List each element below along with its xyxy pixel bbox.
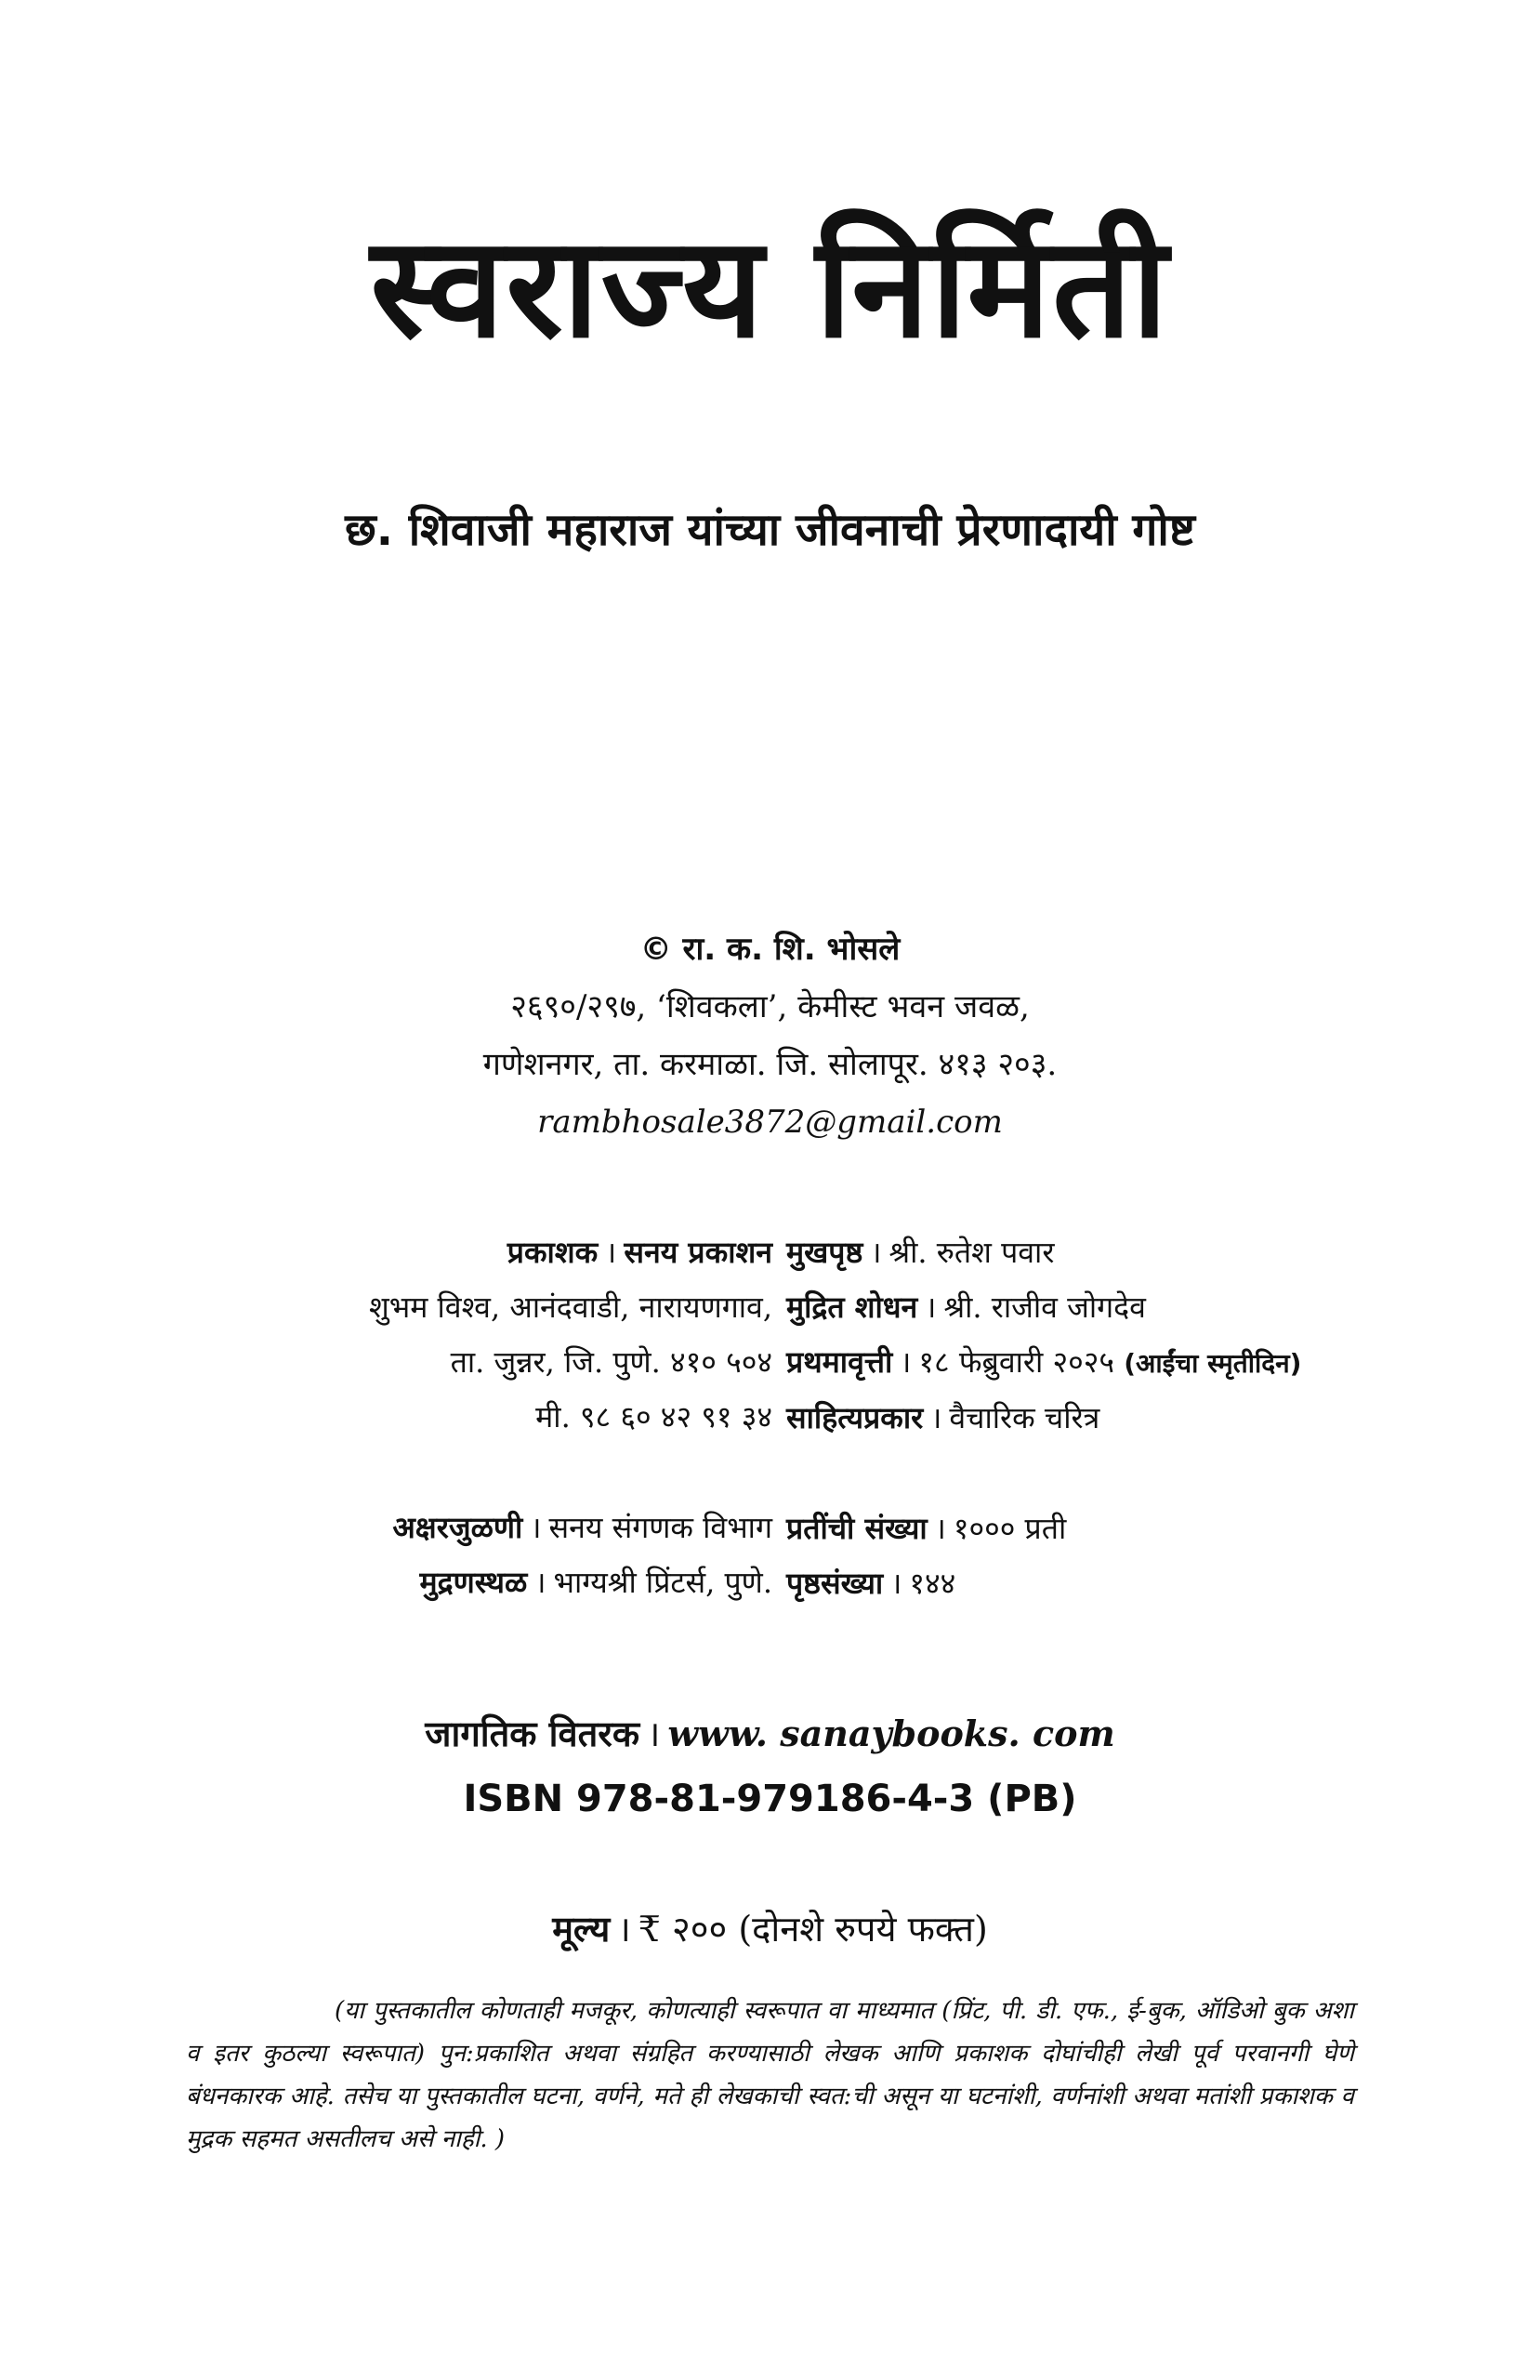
separator: । — [647, 1713, 661, 1754]
publisher-address-line-2: ता. जुन्नर, जि. पुणे. ४१० ५०४ — [450, 1344, 772, 1380]
first-edition-note: (आईंचा स्मृतीदिन) — [1124, 1348, 1302, 1379]
cover-label: मुखपृष्ठ — [786, 1235, 863, 1270]
separator: । — [617, 1909, 631, 1950]
separator: । — [534, 1565, 546, 1600]
proofreading-row — [786, 1280, 1511, 1335]
printing-row — [196, 1555, 772, 1610]
genre-row — [786, 1391, 1511, 1446]
copies-row — [786, 1501, 1511, 1556]
separator: । — [605, 1235, 617, 1270]
cover-value: श्री. रुतेश पवार — [888, 1235, 1055, 1270]
publisher-phone: मी. ९८ ६० ४२ ९१ ३४ — [535, 1399, 772, 1435]
first-edition-label: प्रथमावृत्ती — [786, 1344, 893, 1380]
details-right-column — [786, 1225, 1511, 1611]
publisher-address-line-1: शुभम विश्व, आनंदवाडी, नारायणगाव, — [368, 1289, 772, 1325]
separator: । — [934, 1511, 946, 1546]
genre-label: साहित्यप्रकार — [786, 1400, 924, 1435]
cover-row — [786, 1225, 1511, 1280]
separator: । — [890, 1566, 902, 1601]
separator: । — [925, 1289, 937, 1325]
printing-value: भाग्यश्री प्रिंटर्स, पुणे. — [553, 1565, 772, 1600]
publisher-name: सनय प्रकाशन — [624, 1235, 772, 1270]
publisher-label: प्रकाशक — [507, 1235, 599, 1270]
copyright-disclaimer: (या पुस्तकातील कोणताही मजकूर, कोणत्याही स्वरूपात वा माध्यमात (प्रिंट, पी. डी. एफ., ई-बुक, ऑडिओ बुक अशा व इतर कुठल्या स्वरूपात) पुन:प्रकाशित अथवा संग्रहित करण्यासाठी लेखक आणि प्रकाशक दोघांचीही लेखी पूर्व परवानगी घेणे बंधनकारक आहे. तसेच या पुस्तकातील घटना, वर्णने, मते ही लेखकाची स्वत:ची असून या घटनांशी, वर्णनांशी अथवा मतांशी प्रकाशक व मुद्रक सहमत असतीलच असे नाही. ) — [186, 1997, 1354, 2153]
book-subtitle: छ. शिवाजी महाराज यांच्या जीवनाची प्रेरणादायी गोष्ट — [345, 504, 1195, 556]
proofreading-label: मुद्रित शोधन — [786, 1289, 918, 1325]
address-line-1: २६९०/२९७, ‘शिवकला’, केमीस्ट भवन जवळ, — [510, 988, 1030, 1025]
price-line — [0, 1897, 1540, 1962]
publisher-row — [196, 1225, 772, 1280]
website-link[interactable]: www. sanaybooks. com — [667, 1712, 1115, 1754]
proofreading-value: श्री. राजीव जोगदेव — [943, 1289, 1146, 1325]
author-email: rambhosale3872@gmail.com — [537, 1104, 1003, 1141]
pages-value: १४४ — [909, 1566, 956, 1601]
printing-label: मुद्रणस्थळ — [419, 1565, 528, 1600]
distributor-line — [0, 1703, 1540, 1765]
distributor-label: जागतिक वितरक — [425, 1713, 640, 1754]
book-title: स्वराज्य निर्मिती — [370, 207, 1170, 369]
copyright-owner: © रा. क. शि. भोसले — [639, 931, 901, 968]
details-left-column — [196, 1225, 772, 1610]
copies-label: प्रतींची संख्या — [786, 1511, 928, 1546]
separator: । — [870, 1235, 882, 1270]
first-edition-row — [786, 1335, 1511, 1391]
separator: । — [530, 1510, 542, 1545]
separator: । — [900, 1344, 912, 1380]
address-line-2: गणेशनगर, ता. करमाळा. जि. सोलापूर. ४१३ २०३. — [482, 1046, 1058, 1083]
pages-label: पृष्ठसंख्या — [786, 1566, 884, 1601]
typesetting-row — [196, 1501, 772, 1555]
price-value: ₹ २०० (दोनशे रुपये फक्त) — [638, 1909, 988, 1950]
genre-value: वैचारिक चरित्र — [949, 1400, 1100, 1435]
typesetting-value: सनय संगणक विभाग — [548, 1510, 772, 1545]
pages-row — [786, 1556, 1511, 1611]
separator: । — [930, 1400, 942, 1435]
isbn: ISBN 978-81-979186-4-3 (PB) — [463, 1778, 1077, 1820]
copyright-block — [0, 920, 1540, 1151]
first-edition-value: १८ फेब्रुवारी २०२५ — [918, 1344, 1115, 1380]
price-label: मूल्य — [552, 1909, 611, 1950]
copies-value: १००० प्रती — [953, 1511, 1067, 1546]
typesetting-label: अक्षरजुळणी — [392, 1510, 523, 1545]
